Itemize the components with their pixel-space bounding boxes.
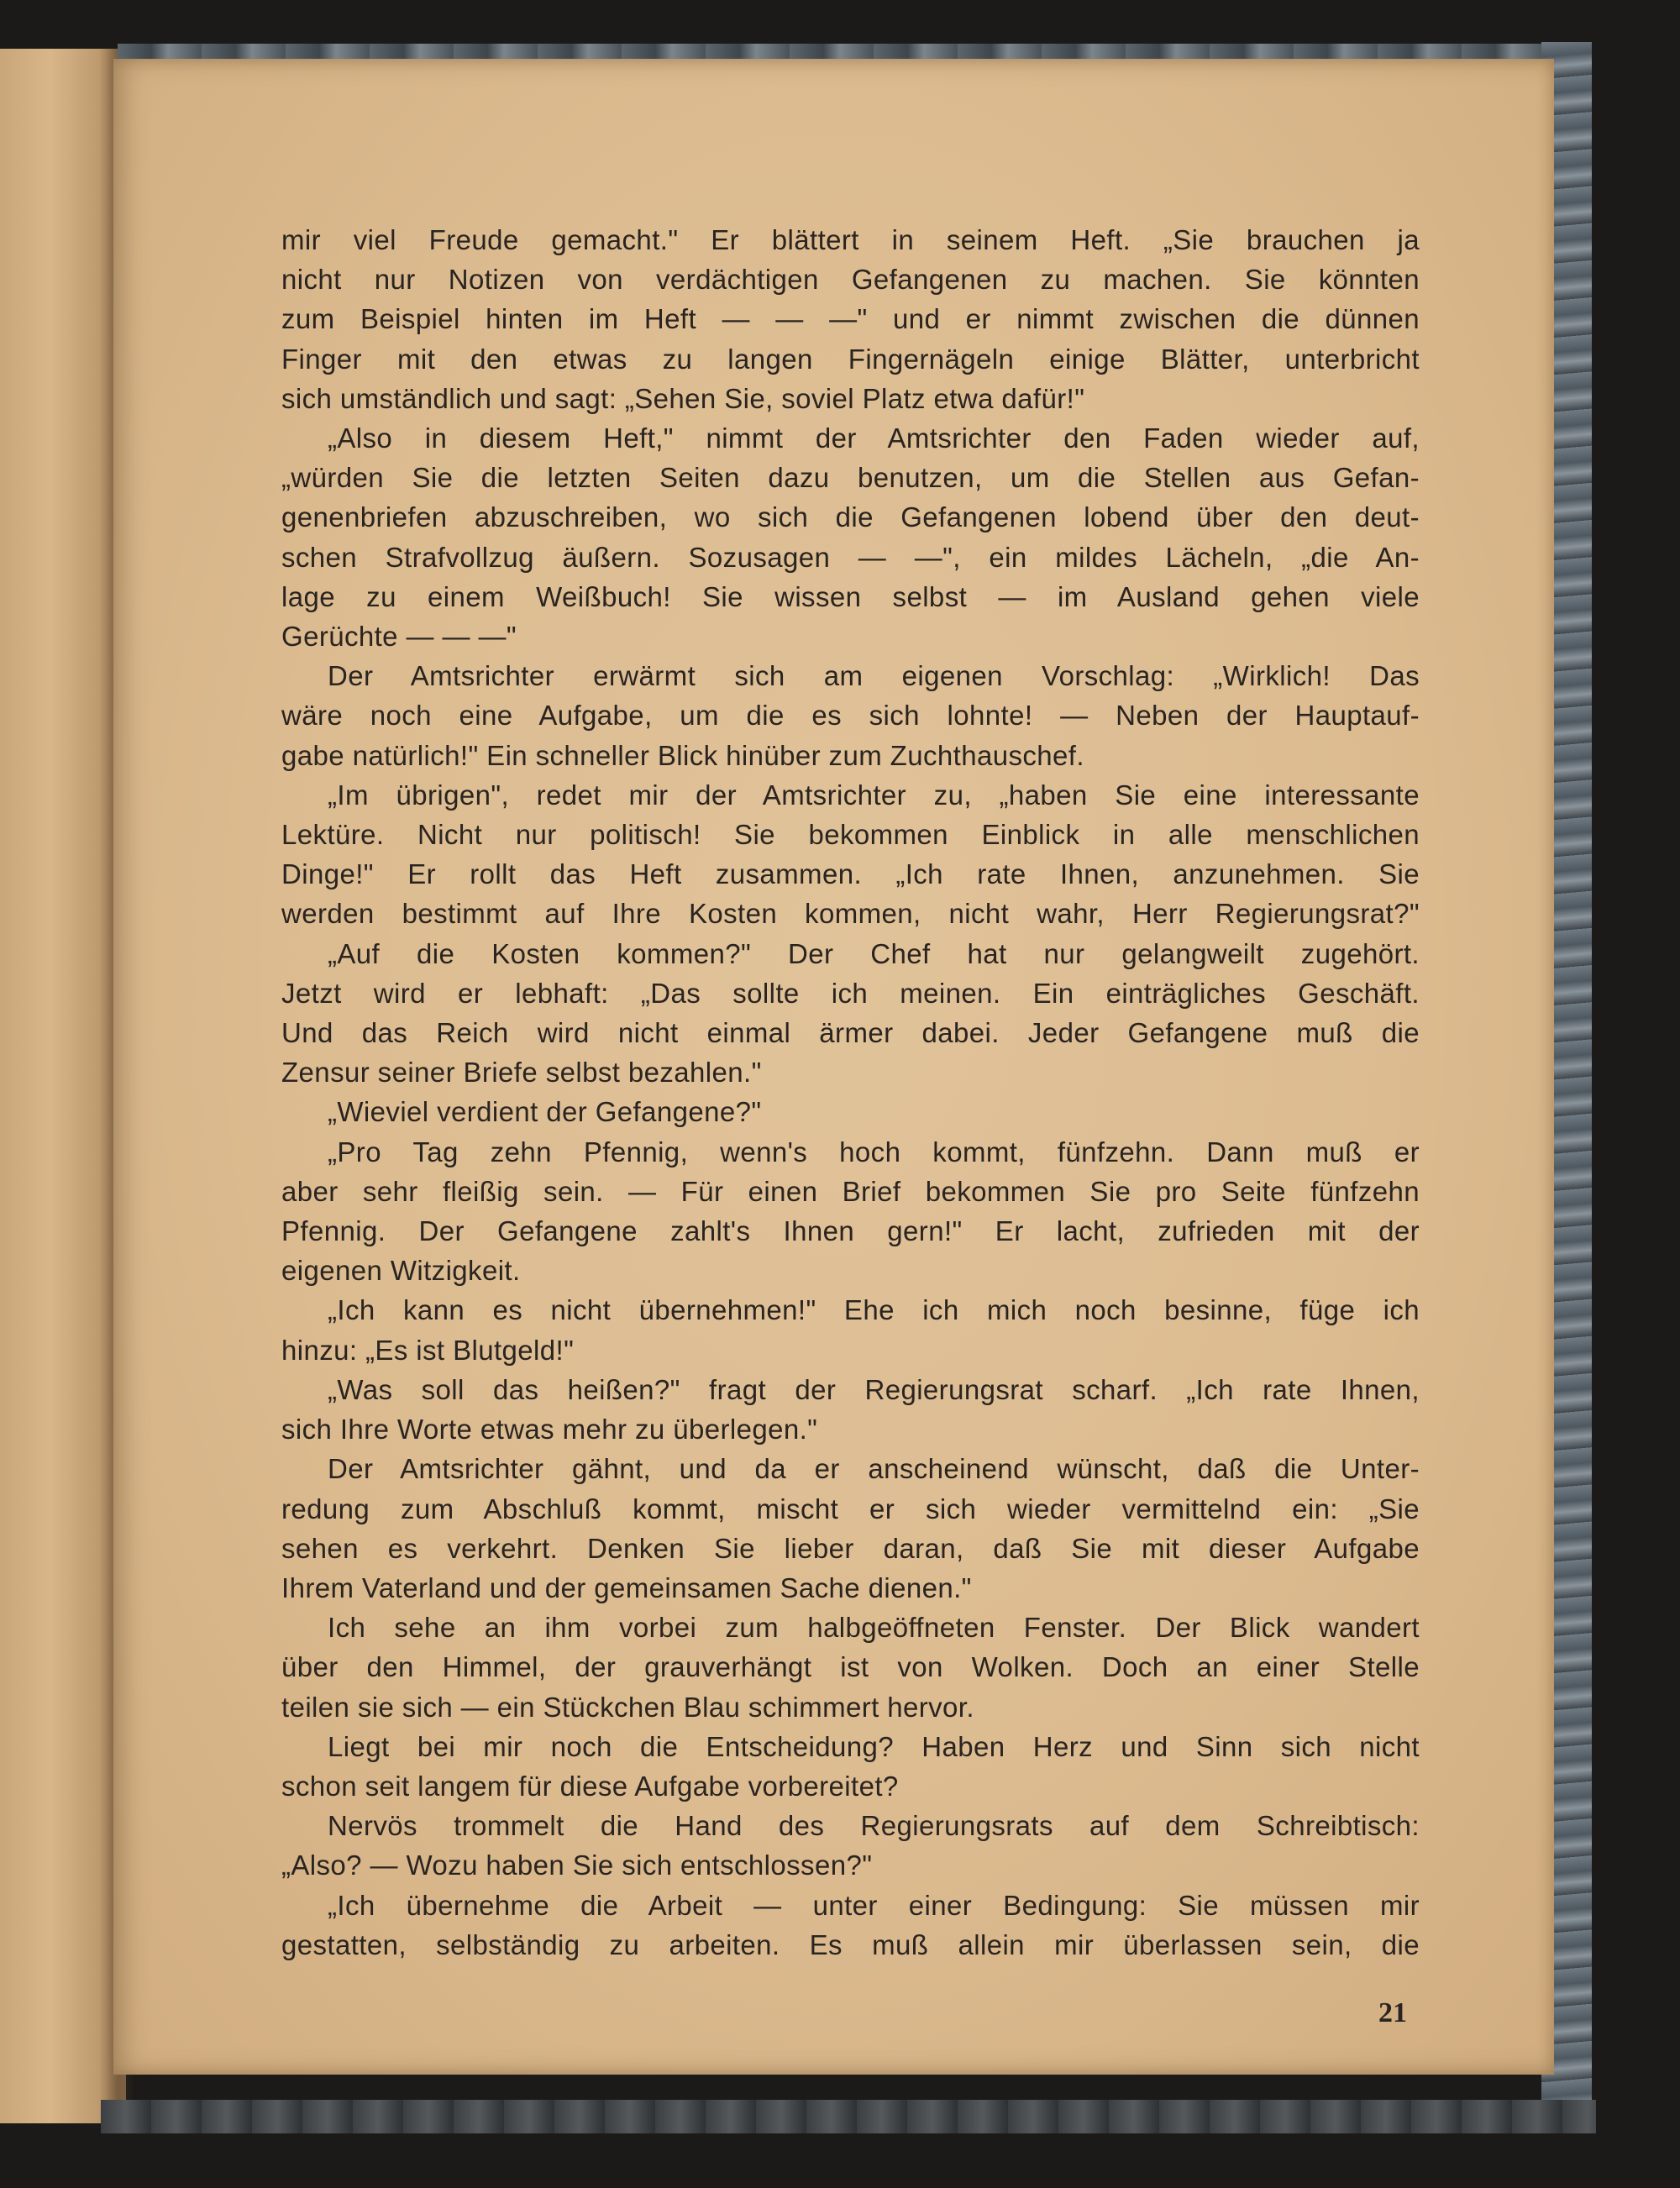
text-line: „Auf die Kosten kommen?" Der Chef hat nur gelangweilt zugehört. <box>328 937 1420 969</box>
text-line: sehen es verkehrt. Denken Sie lieber daran, daß Sie mit dieser Aufgabe <box>281 1532 1420 1564</box>
text-line: Gerüchte — — —" <box>281 621 517 653</box>
text-line: Liegt bei mir noch die Entscheidung? Haben Herz und Sinn sich nicht <box>328 1730 1420 1762</box>
text-line: Dinge!" Er rollt das Heft zusammen. „Ich rate Ihnen, anzunehmen. Sie <box>281 858 1420 890</box>
text-line: „würden Sie die letzten Seiten dazu benutzen, um die Stellen aus Gefan- <box>281 462 1420 494</box>
text-line: Nervös trommelt die Hand des Regierungsrats auf dem Schreibtisch: <box>328 1810 1420 1842</box>
text-line: lage zu einem Weißbuch! Sie wissen selbst — im Ausland gehen viele <box>281 580 1420 612</box>
cover-bottom-edge <box>101 2100 1596 2133</box>
text-line: Der Amtsrichter erwärmt sich am eigenen Vorschlag: „Wirklich! Das <box>328 660 1420 692</box>
text-line: wäre noch eine Aufgabe, um die es sich lohnte! — Neben der Hauptauf- <box>281 700 1420 732</box>
text-line: teilen sie sich — ein Stückchen Blau schimmert hervor. <box>281 1691 974 1723</box>
text-line: genenbriefen abzuschreiben, wo sich die Gefangenen lobend über den deut- <box>281 501 1420 533</box>
text-line: mir viel Freude gemacht." Er blättert in seinem Heft. „Sie brauchen ja <box>281 224 1420 255</box>
text-line: sich Ihre Worte etwas mehr zu überlegen." <box>281 1414 818 1446</box>
text-line: „Also in diesem Heft," nimmt der Amtsrichter den Faden wieder auf, <box>328 422 1420 454</box>
body-text <box>281 220 1420 1965</box>
text-line: Pfennig. Der Gefangene zahlt's Ihnen gern!" Er lacht, zufrieden mit der <box>281 1215 1420 1247</box>
text-line: aber sehr fleißig sein. — Für einen Brief bekommen Sie pro Seite fünfzehn <box>281 1175 1420 1207</box>
text-line: Lektüre. Nicht nur politisch! Sie bekommen Einblick in alle menschlichen <box>281 819 1420 851</box>
text-line: schen Strafvollzug äußern. Sozusagen — —", ein mildes Lächeln, „die An- <box>281 541 1420 573</box>
text-line: Der Amtsrichter gähnt, und da er anscheinend wünscht, daß die Unter- <box>328 1453 1420 1485</box>
text-line: gestatten, selbständig zu arbeiten. Es muß allein mir überlassen sein, die <box>281 1928 1420 1960</box>
text-line: Ihrem Vaterland und der gemeinsamen Sache dienen." <box>281 1571 972 1603</box>
text-line: „Wieviel verdient der Gefangene?" <box>328 1096 762 1128</box>
text-line: sich umständlich und sagt: „Sehen Sie, soviel Platz etwa dafür!" <box>281 382 1085 414</box>
text-line: eigenen Witzigkeit. <box>281 1255 521 1287</box>
text-line: Ich sehe an ihm vorbei zum halbgeöffneten Fenster. Der Blick wandert <box>328 1612 1420 1644</box>
text-line: „Ich übernehme die Arbeit — unter einer Bedingung: Sie müssen mir <box>328 1889 1420 1921</box>
text-line: hinzu: „Es ist Blutgeld!" <box>281 1334 575 1366</box>
text-line: zum Beispiel hinten im Heft — — —" und er nimmt zwischen die dünnen <box>281 303 1420 335</box>
text-line: werden bestimmt auf Ihre Kosten kommen, nicht wahr, Herr Regierungsrat?" <box>281 898 1420 930</box>
text-line: nicht nur Notizen von verdächtigen Gefangenen zu machen. Sie könnten <box>281 264 1420 296</box>
text-line: redung zum Abschluß kommt, mischt er sich wieder vermittelnd ein: „Sie <box>281 1493 1420 1524</box>
page-number: 21 <box>1378 1997 1407 2028</box>
text-line: Und das Reich wird nicht einmal ärmer dabei. Jeder Gefangene muß die <box>281 1017 1420 1049</box>
text-line: schon seit langem für diese Aufgabe vorbereitet? <box>281 1770 899 1802</box>
text-line: über den Himmel, der grauverhängt ist von Wolken. Doch an einer Stelle <box>281 1651 1420 1683</box>
text-line: „Was soll das heißen?" fragt der Regierungsrat scharf. „Ich rate Ihnen, <box>328 1373 1420 1405</box>
text-line: Zensur seiner Briefe selbst bezahlen." <box>281 1057 762 1089</box>
text-line: Jetzt wird er lebhaft: „Das sollte ich meinen. Ein einträgliches Geschäft. <box>281 977 1420 1009</box>
text-line: gabe natürlich!" Ein schneller Blick hinüber zum Zuchthauschef. <box>281 739 1084 771</box>
text-line: „Ich kann es nicht übernehmen!" Ehe ich mich noch besinne, füge ich <box>328 1294 1420 1326</box>
text-line: „Im übrigen", redet mir der Amtsrichter zu, „haben Sie eine interessante <box>328 779 1420 811</box>
text-line: Finger mit den etwas zu langen Fingernägeln einige Blätter, unterbricht <box>281 343 1420 375</box>
text-line: „Also? — Wozu haben Sie sich entschlossen?" <box>281 1850 873 1881</box>
text-line: „Pro Tag zehn Pfennig, wenn's hoch kommt, fünfzehn. Dann muß er <box>328 1136 1420 1167</box>
